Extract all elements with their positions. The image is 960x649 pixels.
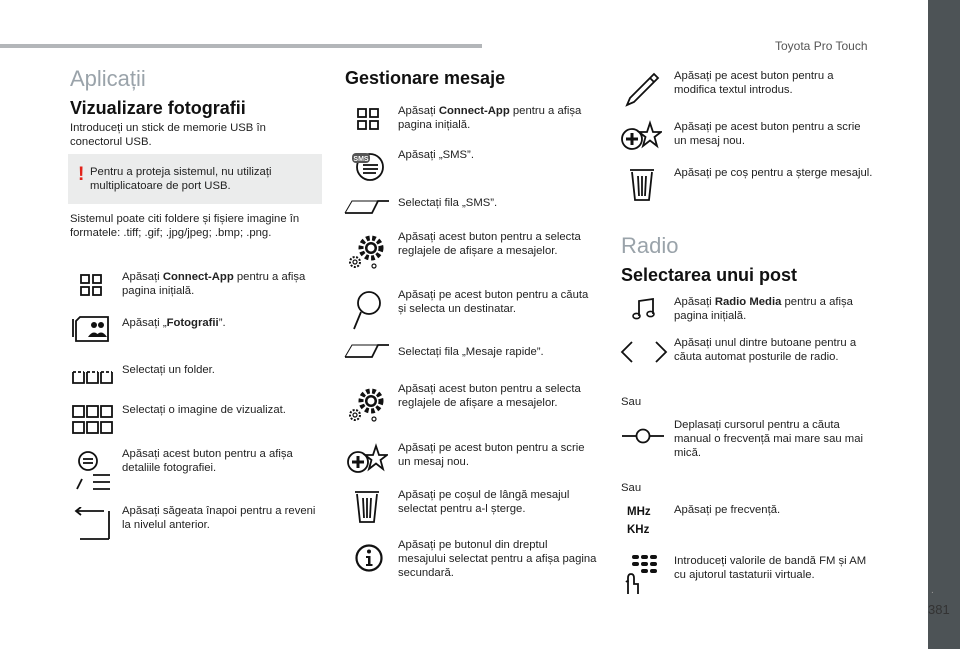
- step-manual-slider: Deplasați cursorul pentru a căuta manual o frecvență mai mare sau mai mică.: [674, 419, 863, 459]
- sms-label: SMS: [353, 156, 369, 163]
- step-quick-messages-tab: Selectați fila „Mesaje rapide”.: [398, 346, 544, 358]
- step-virtual-keypad: Introduceți valorile de bandă FM și AM cu ajutorul tastaturii virtuale.: [674, 555, 867, 581]
- frequency-slider-icon: [621, 427, 665, 445]
- settings-gears-icon: [348, 231, 388, 271]
- new-favorite-icon: [346, 443, 388, 475]
- image-grid-icon: [72, 405, 114, 435]
- brand-header: Toyota Pro Touch: [775, 39, 868, 53]
- step-sms: Apăsați „SMS”.: [398, 149, 474, 161]
- step-message-settings: Apăsați acest buton pentru a selecta reglajele de afișare a mesajelor.: [398, 231, 581, 257]
- folder-tabs-icon: [72, 368, 114, 384]
- step-connect-app-sms: Apăsați Connect-App pentru a afișa pagina inițială.: [398, 105, 582, 131]
- step-search-recipient: Apăsați pe acest buton pentru a căuta și selecta un destinatar.: [398, 289, 589, 315]
- music-note-icon: [632, 298, 656, 320]
- step-radio-media: Apăsați Radio Media pentru a afișa pagina inițială.: [674, 296, 853, 322]
- trash-icon: [354, 490, 380, 524]
- trash-icon: [629, 168, 655, 202]
- apps-grid-icon: [80, 274, 102, 296]
- step-back: Apăsați săgeata înapoi pentru a reveni la nivelul anterior.: [122, 505, 316, 531]
- footer-dot: .: [931, 585, 934, 596]
- mhz-label: MHz: [627, 506, 651, 518]
- step-message-settings-2: Apăsați acest buton pentru a selecta reglajele de afișare a mesajelor.: [398, 383, 581, 409]
- apps-grid-icon: [357, 108, 379, 130]
- frequency-units-icon: [627, 503, 651, 539]
- settings-gears-icon: [348, 384, 388, 424]
- step-select-folder: Selectați un folder.: [122, 364, 215, 376]
- subtitle-photos: Vizualizare fotografii: [70, 98, 246, 118]
- intro-text: Introduceți un stick de memorie USB în conectorul USB.: [70, 122, 266, 148]
- details-search-icon: [76, 449, 112, 491]
- tab-icon: [344, 199, 390, 215]
- step-photo-details: Apăsați acest buton pentru a afișa detaliile fotografiei.: [122, 448, 293, 474]
- step-delete-message: Apăsați pe coșul de lângă mesajul selectat pentru a-l șterge.: [398, 489, 570, 515]
- section-title-apps: Aplicații: [70, 66, 146, 91]
- khz-label: KHz: [627, 524, 650, 536]
- pencil-icon: [624, 72, 660, 108]
- sms-icon: [350, 149, 384, 183]
- warning-text: Pentru a proteja sistemul, nu utilizați multiplicatoare de port USB.: [90, 166, 272, 192]
- subtitle-messages: Gestionare mesaje: [345, 68, 506, 88]
- side-strip: [928, 0, 960, 649]
- info-icon: [354, 543, 384, 573]
- step-select-image: Selectați o imagine de vizualizat.: [122, 404, 286, 416]
- step-press-frequency: Apăsați pe frecvență.: [674, 504, 781, 516]
- back-arrow-icon: [74, 507, 112, 541]
- or-label-1: Sau: [621, 396, 642, 408]
- tab-icon: [344, 343, 390, 359]
- search-icon: [352, 290, 382, 332]
- keypad-icon: [624, 554, 660, 596]
- warning-box: [68, 154, 322, 204]
- prev-next-icon: [620, 340, 668, 364]
- step-new-message-2: Apăsați pe acest buton pentru a scrie un mesaj nou.: [674, 121, 861, 147]
- new-favorite-icon: [620, 120, 662, 152]
- header-bar: [0, 44, 482, 48]
- section-title-radio: Radio: [621, 233, 679, 258]
- step-new-message: Apăsați pe acest buton pentru a scrie un mesaj nou.: [398, 442, 585, 468]
- step-auto-search: Apăsați unul dintre butoane pentru a căuta automat posturile de radio.: [674, 337, 857, 363]
- formats-text: Sistemul poate citi foldere și fișiere imagine în formatele: .tiff; .gif; .jpg/jpeg; .bmp; .png.: [70, 213, 300, 239]
- photo-icon: [72, 311, 110, 343]
- step-delete-message-2: Apăsați pe coș pentru a șterge mesajul.: [674, 167, 873, 179]
- or-label-2: Sau: [621, 482, 642, 494]
- step-edit-text: Apăsați pe acest buton pentru a modifica textul introdus.: [674, 70, 834, 96]
- page-number: 381: [928, 602, 950, 617]
- step-connect-app-photos: Apăsați Connect-App pentru a afișa pagina inițială.: [122, 271, 306, 297]
- subtitle-select-station: Selectarea unui post: [621, 265, 798, 285]
- warning-icon: !: [78, 164, 85, 185]
- step-sms-tab: Selectați fila „SMS”.: [398, 197, 498, 209]
- step-secondary-page: Apăsați pe butonul din dreptul mesajului selectat pentru a afișa pagina secundară.: [398, 539, 597, 579]
- step-photos: Apăsați „Fotografii”.: [122, 317, 226, 329]
